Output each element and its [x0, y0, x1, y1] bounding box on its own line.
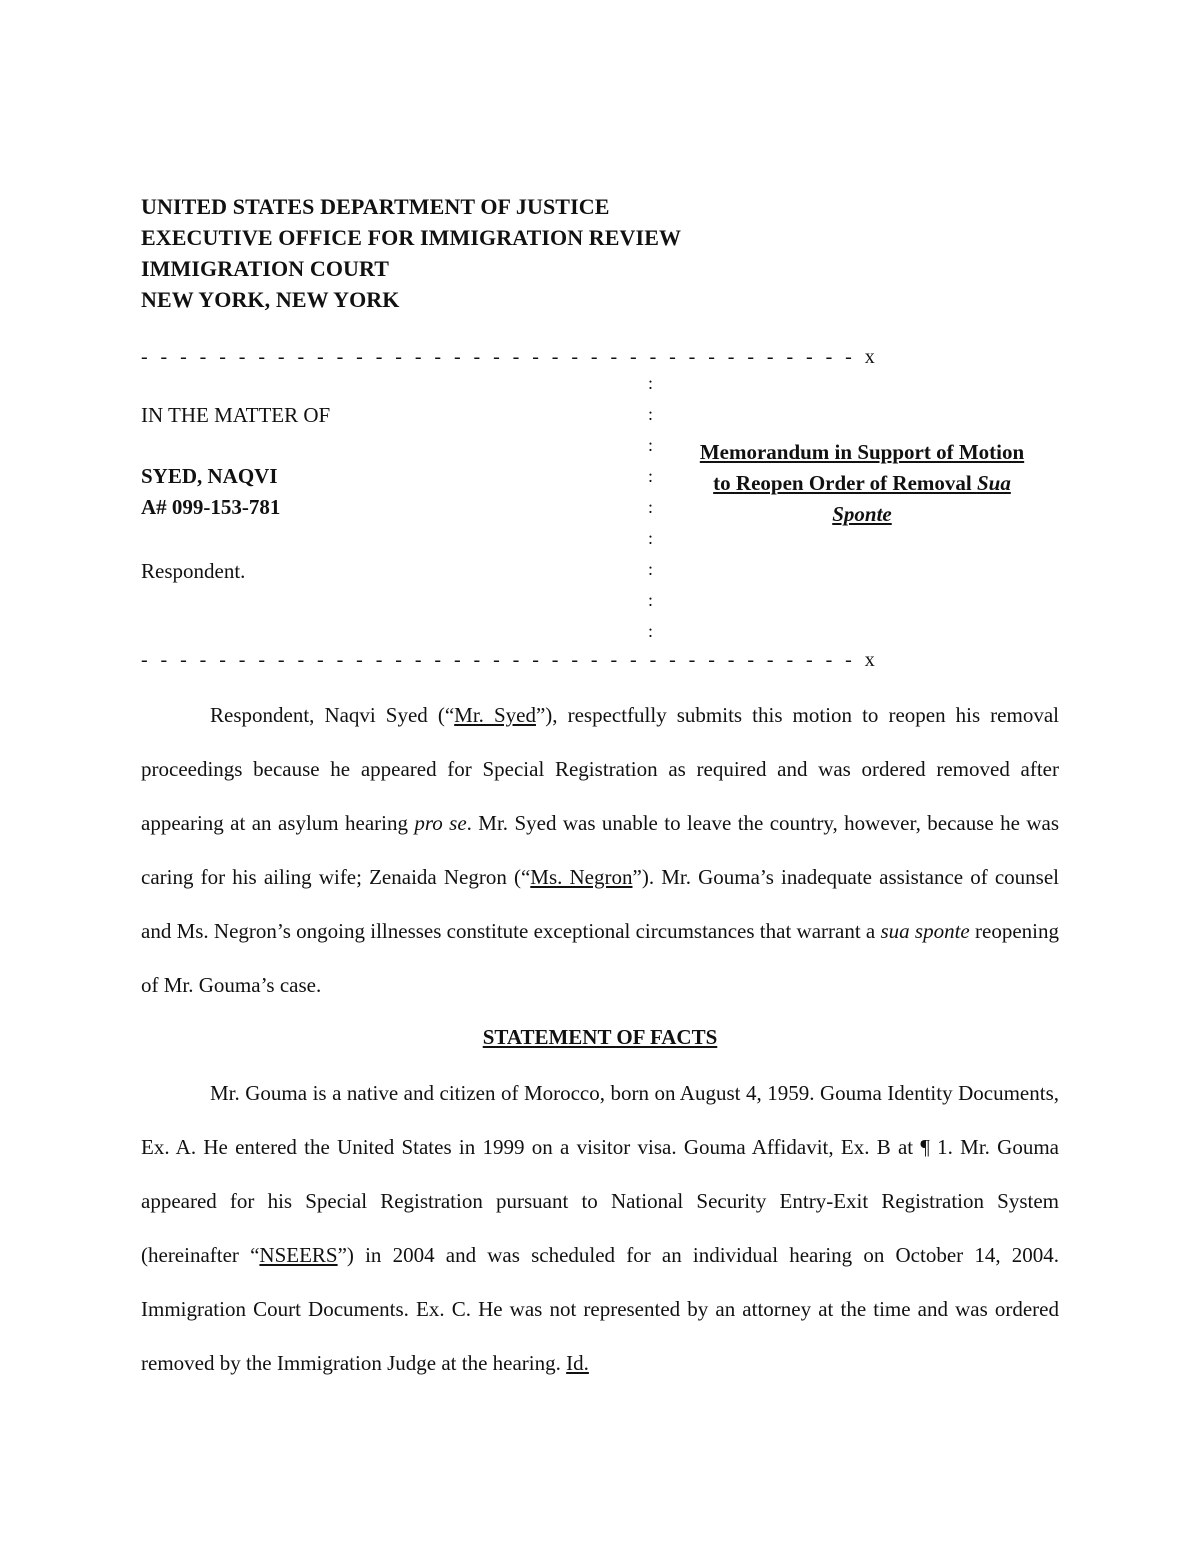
caption-colon: :	[648, 528, 654, 548]
facts-paragraph: Mr. Gouma is a native and citizen of Morocco, born on August 4, 1959. Gouma Identity Documents, Ex. A. He entered the United States in 1999 on a visitor visa. Gouma Affidavit, Ex. B at ¶ 1. Mr. Gouma appeared for his Special Registration pursuant to National Security Entry-Exit Registration System (hereinafter “NSEERS”) in 2004 and was scheduled for an individual hearing on October 14, 2004. Immigration Court Documents. Ex. C. He was not represented by an attorney at the time and was ordered removed by the Immigration Judge at the hearing. Id.	[141, 1081, 1059, 1375]
memorandum-title	[662, 437, 1062, 530]
alien-number: A# 099-153-781	[141, 495, 281, 519]
court-header	[141, 191, 681, 315]
defined-term-ms-negron: Ms. Negron	[530, 865, 633, 889]
caption-colon: :	[648, 435, 654, 455]
defined-term-nseers: NSEERS	[259, 1243, 338, 1267]
header-line-court: IMMIGRATION COURT	[141, 256, 390, 281]
section-heading-statement-of-facts: STATEMENT OF FACTS	[482, 1025, 718, 1049]
header-line-location: NEW YORK, NEW YORK	[141, 287, 400, 312]
in-the-matter-label: IN THE MATTER OF	[141, 403, 331, 427]
caption-colon: :	[648, 466, 654, 486]
caption-colon: :	[648, 497, 654, 517]
caption-colon: :	[648, 559, 654, 579]
respondent-label: Respondent.	[141, 559, 246, 583]
memo-title-line-3: Sponte	[832, 502, 892, 526]
caption-colon: :	[648, 621, 654, 641]
citation-id: Id.	[566, 1351, 589, 1375]
memo-title-line-1: Memorandum in Support of Motion	[699, 440, 1025, 464]
intro-paragraph: Respondent, Naqvi Syed (“Mr. Syed”), respectfully submits this motion to reopen his removal proceedings because he appeared for Special Registration as required and was ordered removed after appearing at an asylum hearing pro se. Mr. Syed was unable to leave the country, however, because he was caring for his ailing wife; Zenaida Negron (“Ms. Negron”). Mr. Gouma’s inadequate assistance of counsel and Ms. Negron’s ongoing illnesses constitute exceptional circumstances that warrant a sua sponte reopening of Mr. Gouma’s case.	[141, 703, 1060, 997]
defined-term-mr-syed: Mr. Syed	[454, 703, 536, 727]
caption-colon: :	[648, 373, 654, 393]
caption-colon: :	[648, 404, 654, 424]
header-line-department: UNITED STATES DEPARTMENT OF JUSTICE	[141, 194, 610, 219]
caption-top-rule: - - - - - - - - - - - - - - - - - - - - - - - - - - - - - - - - - - - - - x	[141, 346, 879, 368]
caption-bottom-rule: - - - - - - - - - - - - - - - - - - - - - - - - - - - - - - - - - - - - - x	[141, 649, 879, 671]
header-line-eoir: EXECUTIVE OFFICE FOR IMMIGRATION REVIEW	[141, 225, 682, 250]
caption-colon: :	[648, 590, 654, 610]
memo-title-line-2: to Reopen Order of Removal Sua	[713, 471, 1011, 495]
respondent-name: SYED, NAQVI	[141, 464, 278, 488]
